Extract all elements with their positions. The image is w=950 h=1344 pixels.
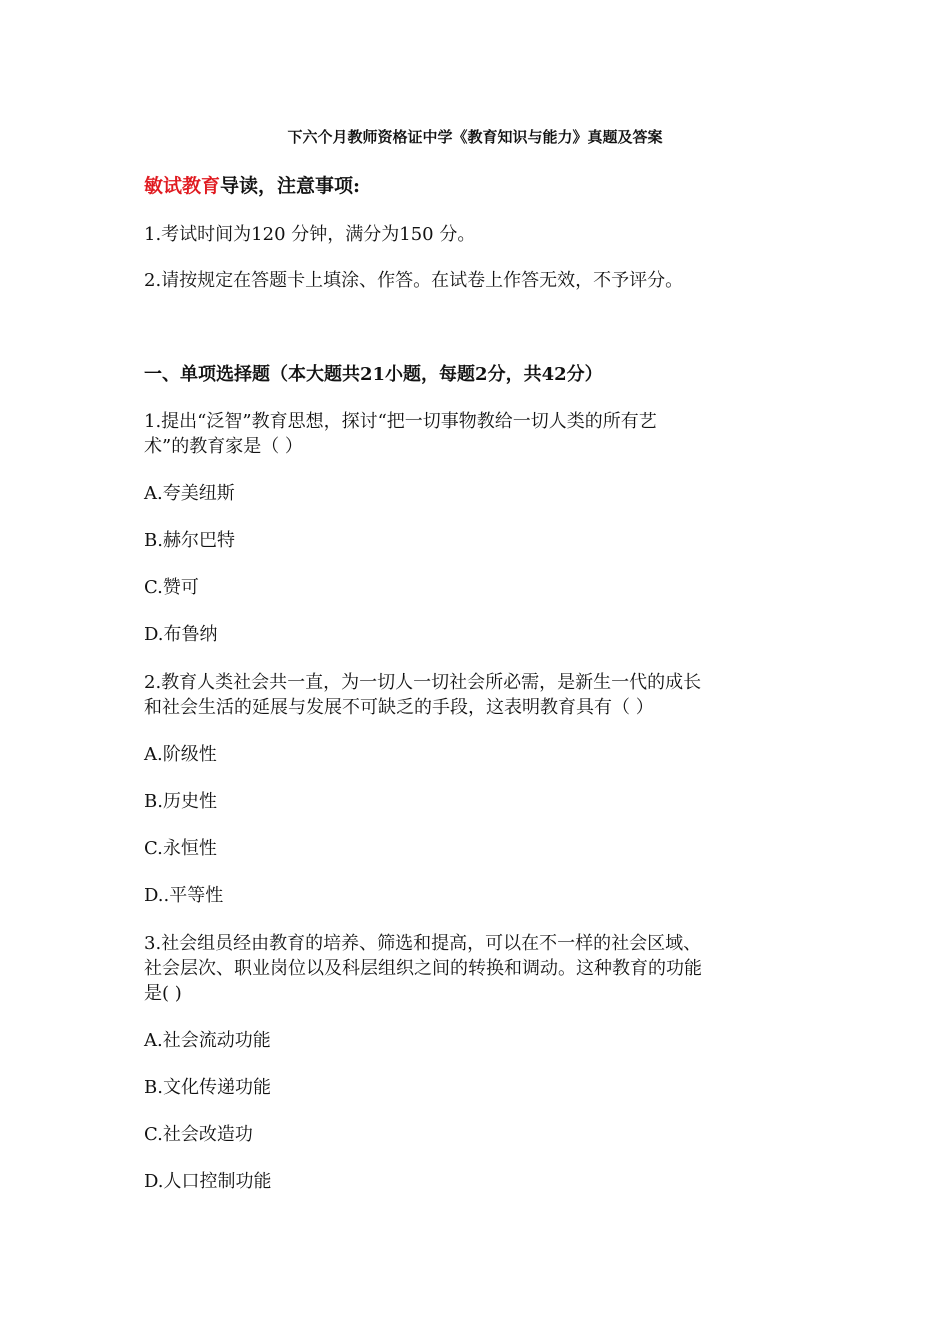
question-1-option-d: D.布鲁纳 — [144, 624, 218, 645]
document-title: 下六个月教师资格证中学《教育知识与能力》真题及答案 — [287, 128, 663, 146]
question-3-option-a: A.社会流动功能 — [144, 1030, 271, 1051]
question-2-option-b: B.历史性 — [144, 791, 217, 812]
note-1: 1.考试时间为120 分钟，满分为150 分。 — [144, 224, 476, 245]
question-3-line-3: 是( ) — [144, 983, 182, 1004]
question-2-line-2: 和社会生活的延展与发展不可缺乏的手段，这表明教育具有（ ） — [144, 697, 654, 718]
question-3-option-b: B.文化传递功能 — [144, 1077, 271, 1098]
question-1-option-c: C.赞可 — [144, 577, 199, 598]
intro-heading — [144, 174, 360, 199]
question-2-option-c: C.永恒性 — [144, 838, 217, 859]
question-1-line-1: 1.提出“泛智”教育思想，探讨“把一切事物教给一切人类的所有艺 — [144, 411, 657, 432]
question-1-line-2: 术”的教育家是（ ） — [144, 436, 303, 457]
brand-name: 敏试教育 — [144, 175, 221, 197]
note-2: 2.请按规定在答题卡上填涂、作答。在试卷上作答无效，不予评分。 — [144, 270, 684, 291]
question-1-option-b: B.赫尔巴特 — [144, 530, 235, 551]
question-2-line-1: 2.教育人类社会共一直，为一切人一切社会所必需，是新生一代的成长 — [144, 672, 702, 693]
question-3-option-c: C.社会改造功 — [144, 1124, 253, 1145]
question-3-line-1: 3.社会组员经由教育的培养、筛选和提高，可以在不一样的社会区域、 — [144, 933, 702, 954]
question-3-option-d: D.人口控制功能 — [144, 1171, 272, 1192]
intro-heading-text: 导读，注意事项: — [220, 175, 361, 197]
question-3-line-2: 社会层次、职业岗位以及科层组织之间的转换和调动。这种教育的功能 — [144, 958, 702, 979]
question-2-option-a: A.阶级性 — [144, 744, 217, 765]
section-heading: 一、单项选择题（本大题共21小题，每题2分，共42分） — [144, 364, 603, 385]
question-1-option-a: A.夸美纽斯 — [144, 483, 235, 504]
question-2-option-d: D..平等性 — [144, 885, 224, 906]
